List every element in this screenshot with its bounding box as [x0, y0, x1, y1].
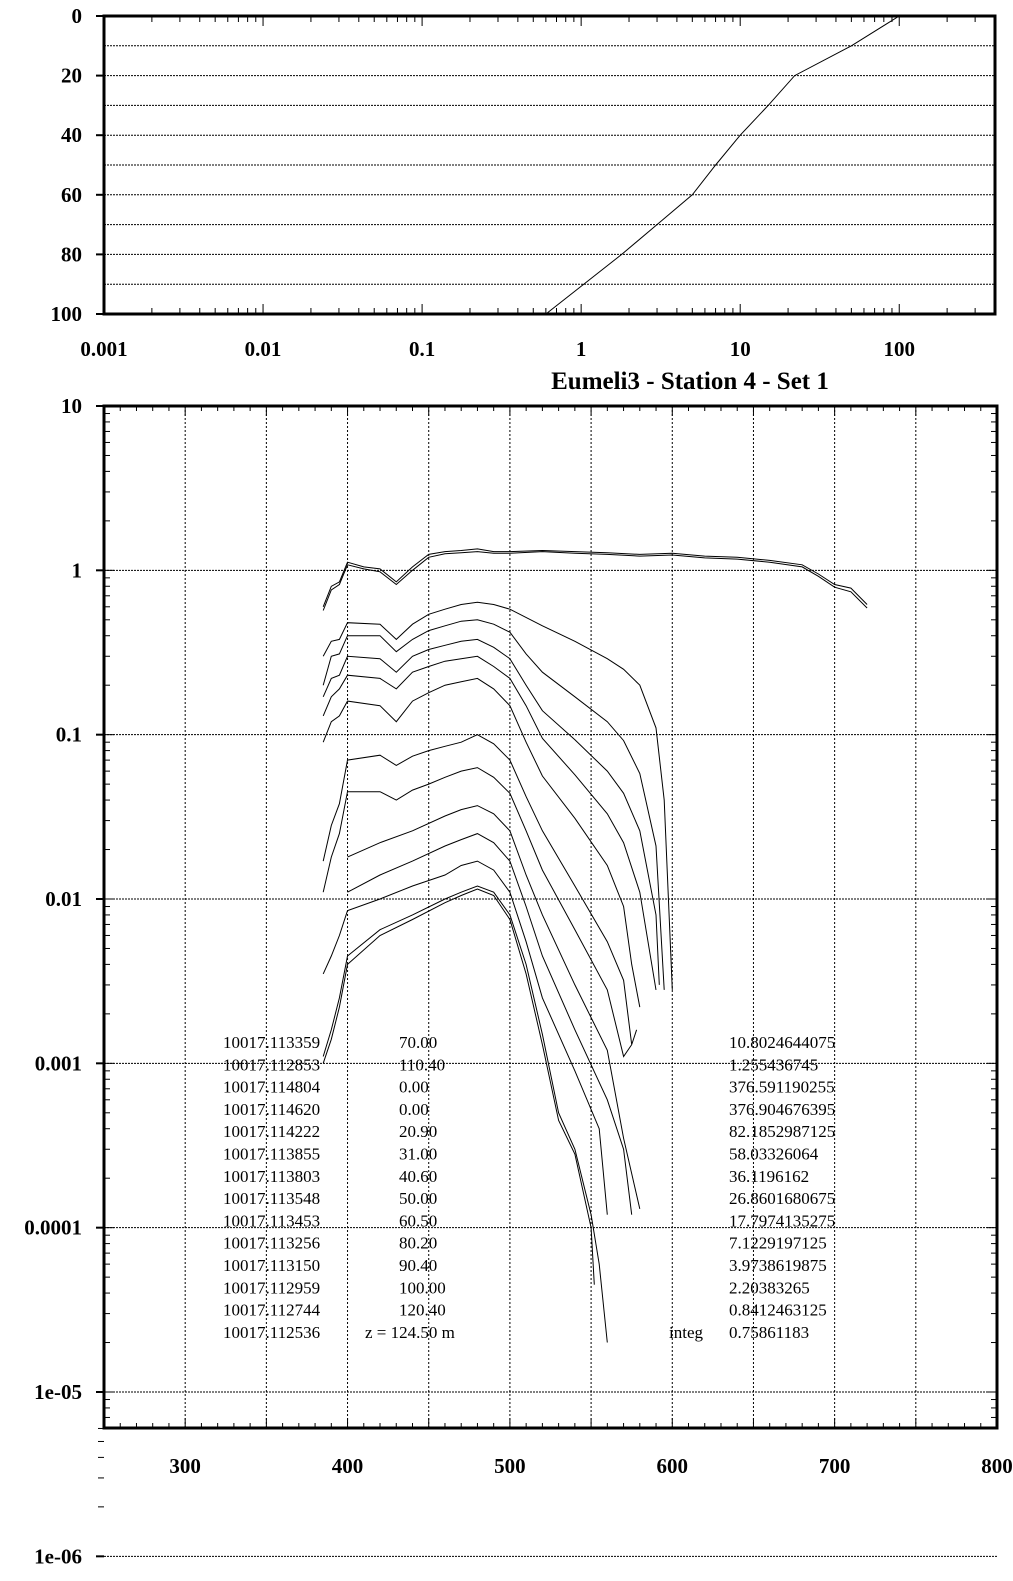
table-id: 10017.113548 — [223, 1189, 321, 1209]
table-id: 10017.112853 — [223, 1055, 321, 1075]
spectrum-line-0 — [323, 549, 867, 607]
bottom-chart — [24, 368, 1013, 1568]
table-integ: 376.904676395 — [729, 1099, 836, 1119]
table-depth: 120.40 — [399, 1300, 446, 1320]
x-tick-label: 600 — [656, 1454, 689, 1478]
table-id: 10017.112744 — [223, 1300, 321, 1320]
spectrum-line-9 — [348, 806, 640, 1209]
table-integ: 1.255436745 — [729, 1055, 819, 1075]
y-tick-label: 0.001 — [34, 1051, 82, 1076]
y-tick-label: 1e-05 — [34, 1380, 82, 1404]
x-tick-label: 300 — [169, 1454, 201, 1478]
spectrum-line-2 — [323, 602, 672, 990]
y-tick-label: 0 — [71, 4, 82, 28]
x-tick-label: 0.1 — [408, 337, 436, 361]
table-integ: 0.75861183 — [729, 1322, 810, 1342]
x-tick-label: 0.01 — [244, 337, 282, 361]
x-tick-label: 100 — [883, 337, 915, 361]
table-integ: 36.1196162 — [729, 1166, 810, 1186]
table-integ: 376.591190255 — [729, 1077, 835, 1097]
table-integ-label: integ — [669, 1322, 703, 1342]
spectrum-line-6 — [323, 678, 640, 1007]
y-tick-label: 60 — [61, 182, 82, 207]
table-depth: 50.00 — [399, 1189, 438, 1209]
x-tick-label: 400 — [331, 1454, 364, 1478]
table-depth: z = 124.50 m — [365, 1322, 455, 1342]
table-integ: 7.1229197125 — [729, 1233, 827, 1253]
x-tick-label: 0.001 — [80, 337, 128, 361]
table-integ: 82.1852987125 — [729, 1122, 836, 1142]
table-integ: 2.20383265 — [729, 1278, 810, 1298]
x-tick-label: 500 — [494, 1454, 526, 1478]
table-depth: 20.90 — [399, 1122, 438, 1142]
x-tick-label: 10 — [729, 337, 751, 361]
table-integ: 10.8024644075 — [729, 1033, 836, 1052]
table-integ: 0.8412463125 — [729, 1300, 827, 1320]
table-id: 10017.114804 — [223, 1077, 321, 1097]
table-id: 10017.113453 — [223, 1211, 321, 1231]
table-depth: 60.50 — [399, 1211, 438, 1231]
table-id: 10017.112536 — [223, 1322, 321, 1342]
x-tick-label: 1 — [575, 337, 587, 361]
y-tick-label: 1e-06 — [34, 1544, 82, 1569]
y-tick-label: 0.1 — [55, 722, 82, 747]
table-depth: 70.00 — [399, 1033, 438, 1052]
table-integ: 17.7974135275 — [729, 1211, 836, 1231]
x-tick-label: 800 — [981, 1454, 1013, 1478]
table-id: 10017.113150 — [223, 1256, 321, 1275]
table-id: 10017.113855 — [223, 1144, 321, 1164]
table-integ: 26.8601680675 — [729, 1189, 836, 1209]
spectrum-line-8 — [323, 768, 632, 1057]
spectrum-line-11 — [323, 861, 607, 1215]
y-tick-label: 0.0001 — [24, 1215, 82, 1240]
x-tick-label: 700 — [818, 1454, 851, 1478]
table-id: 10017.113359 — [223, 1033, 321, 1052]
spectrum-line-1 — [323, 552, 867, 611]
table-id: 10017.114222 — [223, 1122, 321, 1142]
table-depth: 90.40 — [399, 1256, 438, 1275]
y-tick-label: 100 — [50, 302, 82, 326]
table-depth: 31.00 — [399, 1144, 438, 1164]
table-depth: 0.00 — [399, 1099, 429, 1119]
y-tick-label: 1 — [71, 558, 82, 583]
spectrum-line-12 — [323, 886, 607, 1343]
y-tick-label: 0.01 — [45, 887, 82, 911]
y-tick-label: 20 — [61, 63, 82, 88]
table-depth: 100.00 — [399, 1278, 446, 1298]
table-id: 10017.113803 — [223, 1166, 321, 1186]
table-depth: 80.20 — [399, 1233, 438, 1253]
table-integ: 3.9738619875 — [729, 1256, 827, 1275]
table-depth: 0.00 — [399, 1077, 429, 1097]
table-integ: 58.03326064 — [729, 1144, 819, 1164]
y-tick-label: 40 — [61, 123, 82, 148]
chart-title: Eumeli3 - Station 4 - Set 1 — [551, 368, 829, 395]
y-tick-label: 10 — [61, 394, 82, 418]
y-tick-label: 80 — [61, 242, 82, 267]
table-depth: 40.60 — [399, 1166, 438, 1186]
table-id: 10017.113256 — [223, 1233, 321, 1253]
table-depth: 110.40 — [399, 1055, 446, 1075]
table-id: 10017.112959 — [223, 1278, 321, 1298]
top-chart — [51, 4, 996, 361]
table-id: 10017.114620 — [223, 1099, 321, 1119]
